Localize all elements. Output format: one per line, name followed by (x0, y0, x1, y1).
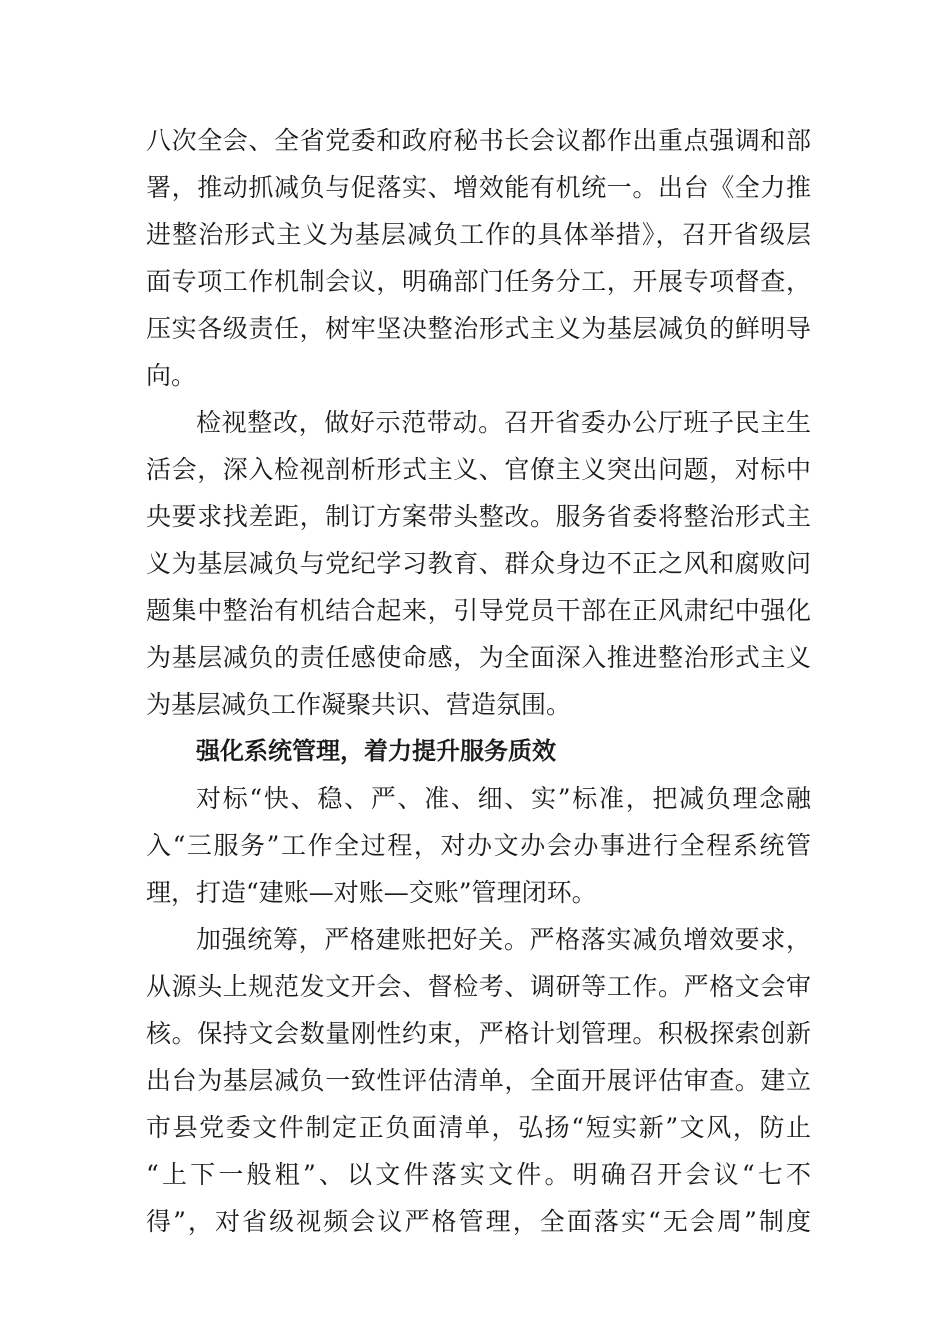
text-line: 进整治形式主义为基层减负工作的具体举措》，召开省级层 (146, 220, 811, 249)
text-line: 为基层减负工作凝聚共识、营造氛围。 (146, 690, 572, 719)
text-line: 面专项工作机制会议，明确部门任务分工，开展专项督查， (146, 267, 811, 296)
text-line: 署，推动抓减负与促落实、增效能有机统一。出台《全力推 (146, 173, 811, 202)
text-line: 得”，对省级视频会议严格管理，全面落实“无会周”制度 (146, 1207, 811, 1236)
text-line: “上下一般粗”、以文件落实文件。明确召开会议“七不 (146, 1160, 811, 1189)
section-heading: 强化系统管理，着力提升服务质效 (196, 737, 556, 765)
text-line: 央要求找差距，制订方案带头整改。服务省委将整治形式主 (146, 502, 811, 531)
text-line: 出台为基层减负一致性评估清单，全面开展评估审查。建立 (146, 1066, 811, 1095)
text-line: 检视整改，做好示范带动。召开省委办公厅班子民主生 (196, 408, 811, 437)
text-line: 核。保持文会数量刚性约束，严格计划管理。积极探索创新 (146, 1019, 811, 1048)
text-line: 从源头上规范发文开会、督检考、调研等工作。严格文会审 (146, 972, 811, 1001)
text-line: 活会，深入检视剖析形式主义、官僚主义突出问题，对标中 (146, 455, 811, 484)
text-line: 对标“快、稳、严、准、细、实”标准，把减负理念融 (196, 784, 811, 813)
text-line: 压实各级责任，树牢坚决整治形式主义为基层减负的鲜明导 (146, 314, 811, 343)
text-line: 向。 (146, 361, 197, 390)
text-line: 加强统筹，严格建账把好关。严格落实减负增效要求， (196, 925, 811, 954)
text-line: 市县党委文件制定正负面清单，弘扬“短实新”文风，防止 (146, 1113, 811, 1142)
text-line: 入“三服务”工作全过程，对办文办会办事进行全程系统管 (146, 831, 811, 860)
text-line: 义为基层减负与党纪学习教育、群众身边不正之风和腐败问 (146, 549, 811, 578)
text-line: 理，打造“建账—对账—交账”管理闭环。 (146, 878, 597, 907)
text-line: 八次全会、全省党委和政府秘书长会议都作出重点强调和部 (146, 126, 811, 155)
text-line: 为基层减负的责任感使命感，为全面深入推进整治形式主义 (146, 643, 811, 672)
text-line: 题集中整治有机结合起来，引导党员干部在正风肃纪中强化 (146, 596, 811, 625)
document-body (146, 117, 811, 1245)
